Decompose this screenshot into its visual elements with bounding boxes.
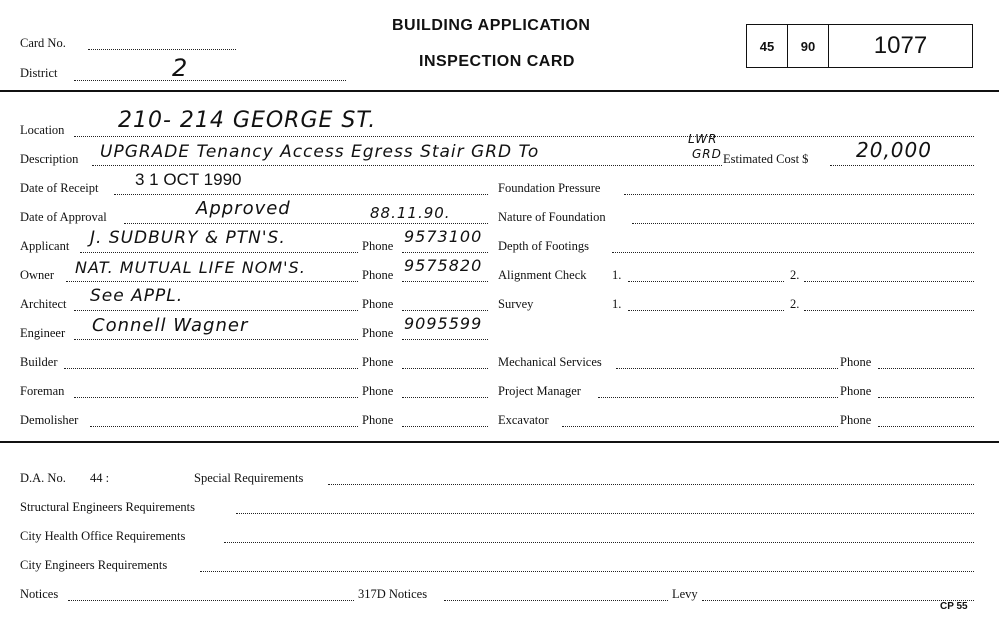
estimated-cost-label: Estimated Cost $: [723, 152, 809, 166]
alignment-2-label: 2.: [790, 268, 800, 282]
owner-line: [66, 281, 358, 282]
description-label: Description: [20, 152, 79, 166]
notices-317-label: 317D Notices: [358, 587, 428, 601]
depth-line: [612, 252, 974, 253]
description-value: UPGRADE Tenancy Access Egress Stair GRD To: [100, 142, 540, 162]
architect-line: [74, 310, 358, 311]
survey-label: Survey: [498, 297, 534, 311]
builder-line: [64, 368, 358, 369]
levy-line: [702, 600, 974, 601]
demolisher-label: Demolisher: [20, 413, 79, 427]
card-no-label: Card No.: [20, 36, 66, 50]
demolisher-phone-line: [402, 426, 488, 427]
foundation-pressure-line: [624, 194, 974, 195]
survey-1-line: [628, 310, 784, 311]
project-manager-phone-line: [878, 397, 974, 398]
approval-line: [124, 223, 488, 224]
card-number-box: 1077: [828, 24, 973, 68]
receipt-label: Date of Receipt: [20, 181, 99, 195]
project-manager-line: [598, 397, 838, 398]
district-value: 2: [172, 54, 189, 82]
excavator-label: Excavator: [498, 413, 549, 427]
applicant-value: J. SUDBURY & PTN'S.: [90, 228, 286, 248]
receipt-stamp: 3 1 OCT 1990: [135, 170, 242, 189]
architect-value: See APPL.: [90, 286, 184, 306]
engineer-label: Engineer: [20, 326, 66, 340]
project-manager-phone-label: Phone: [840, 384, 872, 398]
location-value: 210- 214 GEORGE ST.: [118, 108, 377, 133]
structural-label: Structural Engineers Requirements: [20, 500, 195, 514]
city-eng-line: [200, 571, 974, 572]
foundation-pressure-label: Foundation Pressure: [498, 181, 601, 195]
survey-1-label: 1.: [612, 297, 622, 311]
special-label: Special Requirements: [194, 471, 304, 485]
depth-label: Depth of Footings: [498, 239, 589, 253]
nature-line: [632, 223, 974, 224]
notices-label: Notices: [20, 587, 59, 601]
header-divider: [0, 90, 999, 92]
approval-value: Approved: [196, 198, 291, 219]
alignment-1-line: [628, 281, 784, 282]
special-line: [328, 484, 974, 485]
applicant-phone-label: Phone: [362, 239, 394, 253]
foreman-line: [74, 397, 358, 398]
approval-date: 88.11.90.: [370, 204, 451, 222]
architect-phone-label: Phone: [362, 297, 394, 311]
owner-value: NAT. MUTUAL LIFE NOM'S.: [75, 258, 306, 277]
alignment-2-line: [804, 281, 974, 282]
builder-phone-line: [402, 368, 488, 369]
project-manager-label: Project Manager: [498, 384, 581, 398]
district-line: [74, 80, 346, 81]
architect-phone-line: [402, 310, 488, 311]
owner-phone: 9575820: [404, 256, 483, 275]
excavator-line: [562, 426, 838, 427]
estimated-cost-value: 20,000: [856, 138, 932, 162]
engineer-line: [74, 339, 358, 340]
health-label: City Health Office Requirements: [20, 529, 186, 543]
excavator-phone-line: [878, 426, 974, 427]
owner-phone-line: [402, 281, 488, 282]
district-label: District: [20, 66, 58, 80]
applicant-phone-line: [402, 252, 488, 253]
foreman-phone-label: Phone: [362, 384, 394, 398]
builder-phone-label: Phone: [362, 355, 394, 369]
code-box-1: 45: [746, 24, 788, 68]
alignment-1-label: 1.: [612, 268, 622, 282]
title-line-1: BUILDING APPLICATION: [392, 17, 591, 34]
levy-label: Levy: [672, 587, 698, 601]
description-tail: GRD: [692, 147, 722, 161]
demolisher-line: [90, 426, 358, 427]
health-line: [224, 542, 974, 543]
description-line: [92, 165, 722, 166]
location-label: Location: [20, 123, 65, 137]
location-line: [74, 136, 974, 137]
notices-line: [68, 600, 354, 601]
engineer-phone-label: Phone: [362, 326, 394, 340]
mechanical-label: Mechanical Services: [498, 355, 602, 369]
foreman-phone-line: [402, 397, 488, 398]
survey-2-label: 2.: [790, 297, 800, 311]
alignment-label: Alignment Check: [498, 268, 587, 282]
city-eng-label: City Engineers Requirements: [20, 558, 168, 572]
notices-317-line: [444, 600, 668, 601]
structural-line: [236, 513, 974, 514]
da-label: D.A. No.: [20, 471, 66, 485]
mechanical-line: [616, 368, 838, 369]
card-no-line: [88, 49, 236, 50]
excavator-phone-label: Phone: [840, 413, 872, 427]
receipt-line: [114, 194, 488, 195]
code-box-2: 90: [787, 24, 829, 68]
mechanical-phone-line: [878, 368, 974, 369]
engineer-value: Connell Wagner: [92, 315, 249, 336]
demolisher-phone-label: Phone: [362, 413, 394, 427]
nature-label: Nature of Foundation: [498, 210, 606, 224]
form-code: CP 55: [940, 601, 968, 612]
builder-label: Builder: [20, 355, 58, 369]
engineer-phone: 9095599: [404, 314, 483, 333]
da-value: 44 :: [90, 471, 110, 485]
description-overwrite: LWR: [688, 132, 718, 146]
foreman-label: Foreman: [20, 384, 65, 398]
owner-phone-label: Phone: [362, 268, 394, 282]
applicant-phone: 9573100: [404, 227, 483, 246]
applicant-label: Applicant: [20, 239, 70, 253]
architect-label: Architect: [20, 297, 67, 311]
survey-2-line: [804, 310, 974, 311]
mechanical-phone-label: Phone: [840, 355, 872, 369]
applicant-line: [80, 252, 358, 253]
engineer-phone-line: [402, 339, 488, 340]
approval-label: Date of Approval: [20, 210, 107, 224]
owner-label: Owner: [20, 268, 55, 282]
middle-divider: [0, 441, 999, 443]
title-line-2: INSPECTION CARD: [419, 53, 575, 70]
estimated-cost-line: [830, 165, 974, 166]
